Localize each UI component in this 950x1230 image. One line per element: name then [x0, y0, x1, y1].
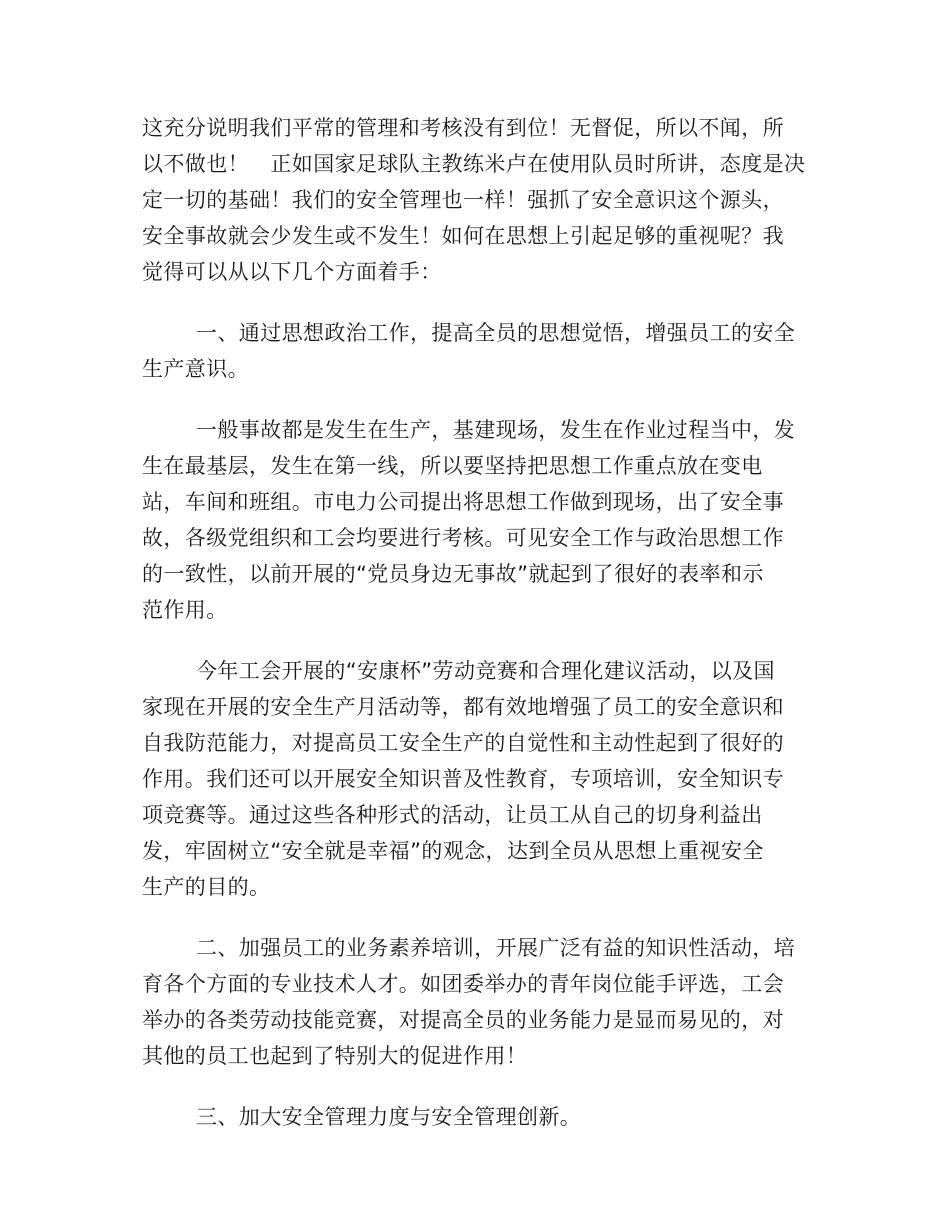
text-line: 的一致性，以前开展的“党员身边无事故”就起到了很好的表率和示	[142, 562, 764, 586]
text-line: 二、加强员工的业务素养培训，开展广泛有益的知识性活动，培	[196, 936, 796, 960]
text-line: 一、通过思想政治工作，提高全员的思想觉悟，增强员工的安全	[196, 321, 796, 345]
text-line: 范作用。	[142, 598, 228, 622]
paragraph-intro	[142, 110, 812, 290]
text-line: 生产意识。	[142, 357, 249, 381]
text-line: 今年工会开展的“安康杯”劳动竞赛和合理化建议活动，以及国	[196, 659, 775, 683]
text-line: 定一切的基础！我们的安全管理也一样！强抓了安全意识这个源头，	[142, 188, 784, 212]
text-line: 作用。我们还可以开展安全知识普及性教育，专项培训，安全知识专	[142, 767, 784, 791]
text-line: 三、加大安全管理力度与安全管理创新。	[196, 1105, 582, 1129]
text-line: 以不做也！ 正如国家足球队主教练米卢在使用队员时所讲，态度是决	[142, 152, 806, 176]
text-line: 这充分说明我们平常的管理和考核没有到位！无督促，所以不闻，所	[142, 116, 784, 140]
text-line: 其他的员工也起到了特别大的促进作用！	[142, 1044, 528, 1068]
text-line: 站，车间和班组。市电力公司提出将思想工作做到现场，出了安全事	[142, 490, 784, 514]
paragraph-heading-3	[142, 1099, 812, 1135]
paragraph-union-activities	[142, 653, 812, 905]
text-line: 安全事故就会少发生或不发生！如何在思想上引起足够的重视呢？我	[142, 224, 784, 248]
text-line: 举办的各类劳动技能竞赛，对提高全员的业务能力是显而易见的，对	[142, 1008, 784, 1032]
text-line: 自我防范能力，对提高员工安全生产的自觉性和主动性起到了很好的	[142, 731, 784, 755]
text-line: 故，各级党组织和工会均要进行考核。可见安全工作与政治思想工作	[142, 526, 784, 550]
text-line: 家现在开展的安全生产月活动等，都有效地增强了员工的安全意识和	[142, 695, 784, 719]
text-line: 发，牢固树立“安全就是幸福”的观念，达到全员从思想上重视安全	[142, 839, 764, 863]
document-body	[142, 110, 812, 1135]
text-line: 育各个方面的专业技术人才。如团委举办的青年岗位能手评选，工会	[142, 972, 784, 996]
paragraph-heading-1	[142, 315, 812, 387]
text-line: 生在最基层，发生在第一线，所以要坚持把思想工作重点放在变电	[142, 454, 763, 478]
text-line: 一般事故都是发生在生产，基建现场，发生在作业过程当中，发	[196, 418, 796, 442]
paragraph-accidents	[142, 412, 812, 628]
text-line: 项竞赛等。通过这些各种形式的活动，让员工从自己的切身利益出	[142, 803, 763, 827]
paragraph-heading-2	[142, 930, 812, 1074]
text-line: 觉得可以从以下几个方面着手：	[142, 260, 442, 284]
text-line: 生产的目的。	[142, 875, 271, 899]
